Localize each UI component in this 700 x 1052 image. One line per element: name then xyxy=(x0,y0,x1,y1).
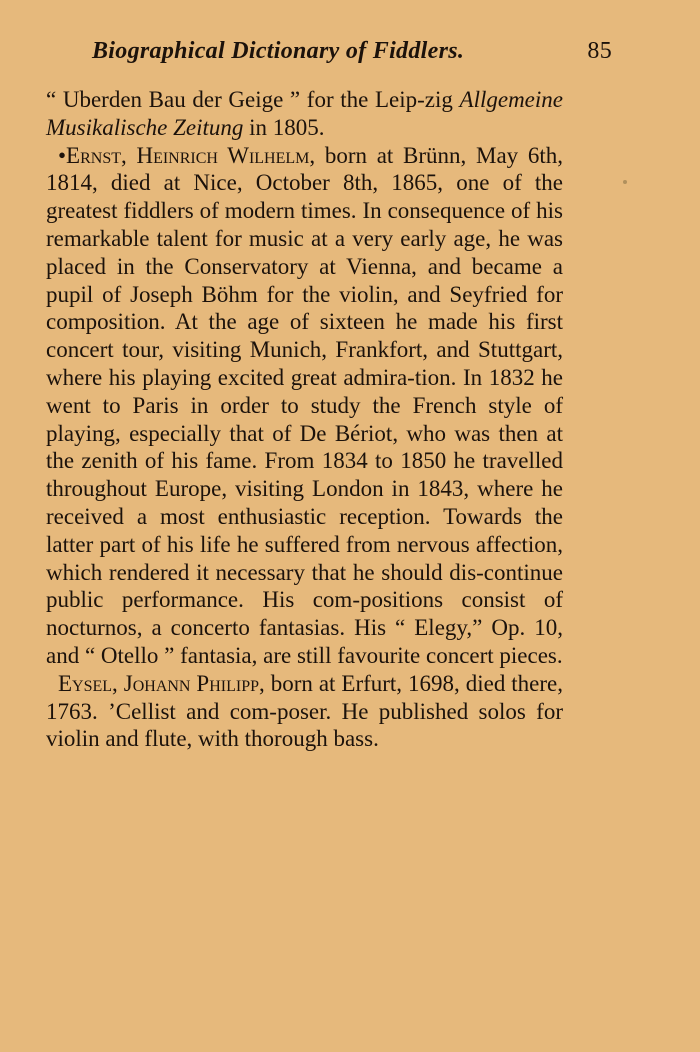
paragraph-continuation xyxy=(46,86,563,142)
body-text xyxy=(46,86,563,753)
entry-text-eysel: born at Erfurt, 1698, died there, 1763. ’Cellist and com-poser. He published solos for violin and flute, with thorough bass. xyxy=(46,670,563,752)
running-header xyxy=(92,36,612,66)
entry-eysel xyxy=(46,670,563,753)
paragraph-text-end: in 1805. xyxy=(243,114,325,140)
paragraph-text-start: “ Uberden Bau der Geige ” for the Leip-zig xyxy=(46,87,460,112)
entry-ernst xyxy=(46,142,563,670)
running-title: Biographical Dictionary of Fiddlers. xyxy=(92,38,465,64)
paper-speck xyxy=(623,180,627,184)
entry-text-ernst: born at Brünn, May 6th, 1814, died at Nice, October 8th, 1865, one of the greatest fiddlers of modern times. In consequence of his remarkable talent for music at a very early age, he was placed in the Conservatory at Vienna, and became a pupil of Joseph Böhm for the violin, and Seyfried for composition. At the age of sixteen he made his first concert tour, visiting Munich, Frankfort, and Stuttgart, where his playing excited great admira-tion. In 1832 he went to Paris in order to study the French style of playing, especially that of De Bériot, who was then at the zenith of his fame. From 1834 to 1850 he travelled throughout Europe, visiting London in 1843, where he received a most enthusiastic reception. Towards the latter part of his life he suffered from nervous affection, which rendered it necessary that he should dis-continue public performance. His com-positions consist of nocturnos, a concerto fantasias. His “ Elegy,” Op. 10, and “ Otello ” fantasia, are still favourite concert pieces. xyxy=(46,142,563,668)
entry-name-ernst: •Ernst, Heinrich Wilhelm, xyxy=(58,142,316,168)
page-number: 85 xyxy=(587,38,612,64)
journal-title: Allgemeine Musikalische Zeitung xyxy=(46,87,563,140)
entry-name-eysel: Eysel, Johann Philipp, xyxy=(58,670,265,696)
